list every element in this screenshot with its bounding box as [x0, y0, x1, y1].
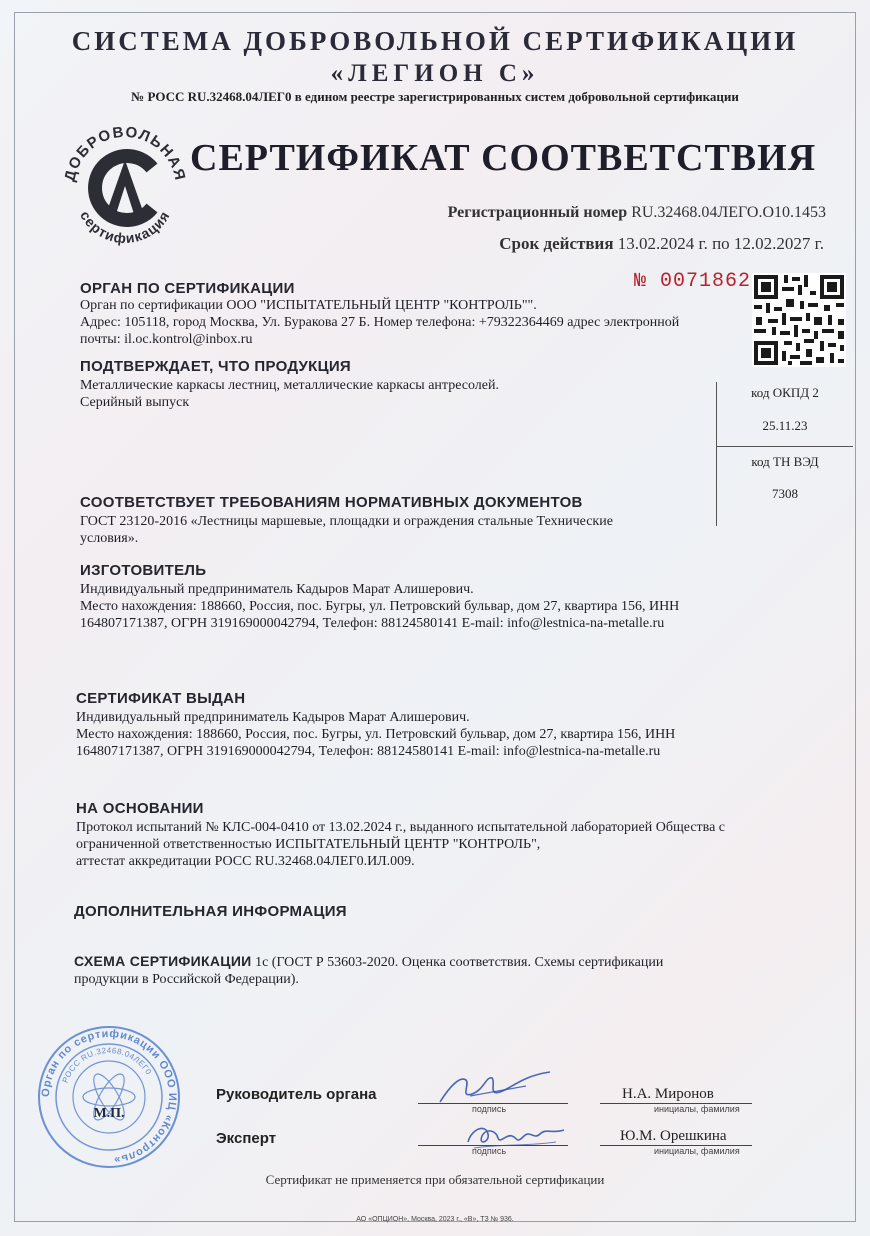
logo-arc-top: ДОБРОВОЛЬНАЯ: [61, 123, 189, 184]
basis-text: [76, 819, 796, 870]
scheme-line-2: продукции в Российской Федерации).: [74, 972, 299, 987]
issued-line-3: 164807171387, ОГРН 319169000042794, Телефон: 88124580141 E-mail: info@lestnica-na-metalle.ru: [76, 744, 661, 759]
manufacturer-line-2: Место нахождения: 188660, Россия, пос. Бугры, ул. Петровский бульвар, дом 27, квартира 156, ИНН: [80, 599, 680, 614]
norms-heading: СООТВЕТСТВУЕТ ТРЕБОВАНИЯМ НОРМАТИВНЫХ ДОКУМЕНТОВ: [80, 494, 583, 511]
scheme-label: СХЕМА СЕРТИФИКАЦИИ: [74, 953, 252, 969]
expert-role: Эксперт: [216, 1130, 277, 1147]
manufacturer-line-1: Индивидуальный предприниматель Кадыров Марат Алишерович.: [80, 582, 474, 597]
organ-line-1: Орган по сертификации ООО "ИСПЫТАТЕЛЬНЫЙ ЦЕНТР "КОНТРОЛЬ"".: [80, 298, 537, 313]
scheme-line-1-text: 1с (ГОСТ Р 53603-2020. Оценка соответствия. Схемы сертификации: [255, 955, 664, 970]
norms-line-2: условия».: [80, 531, 139, 546]
product-text: [80, 377, 700, 411]
product-heading: ПОДТВЕРЖДАЕТ, ЧТО ПРОДУКЦИЯ: [80, 358, 352, 375]
issued-line-2: Место нахождения: 188660, Россия, пос. Бугры, ул. Петровский бульвар, дом 27, квартира 156, ИНН: [76, 727, 676, 742]
norms-line-1: ГОСТ 23120-2016 «Лестницы маршевые, площадки и ограждения стальные Технические: [80, 514, 613, 529]
expert-signature: [460, 1114, 570, 1154]
okpd-label: код ОКПД 2: [751, 385, 819, 400]
basis-line-1: Протокол испытаний № КЛС-004-0410 от 13.02.2024 г., выданного испытательной лабораторией Общества с: [76, 820, 726, 835]
tnved-label: код ТН ВЭД: [751, 454, 819, 469]
scheme-line-1: [74, 953, 734, 971]
organ-text: [80, 297, 720, 348]
expert-name: Ю.М. Орешкина: [620, 1128, 727, 1144]
product-line-2: Серийный выпуск: [80, 395, 190, 410]
validity-value: 13.02.2024 г. по 12.02.2027 г.: [617, 234, 824, 253]
qr-code: [752, 273, 846, 367]
organ-line-2: Адрес: 105118, город Москва, Ул. Буракова 27 Б. Номер телефона: +79322364469 адрес электронной: [80, 315, 680, 330]
stamp-center: М.П.: [93, 1106, 125, 1121]
scheme-text: [74, 953, 734, 988]
stamp-outer-text: Орган по сертификации ООО ИЦ «Контроль»: [39, 1027, 179, 1166]
registration-number: [448, 204, 826, 222]
issued-text: [76, 709, 776, 760]
head-signature-caption: подпись: [472, 1104, 507, 1114]
footer-note: Сертификат не применяется при обязательной сертификации: [265, 1172, 605, 1187]
system-name: «ЛЕГИОН С»: [330, 60, 540, 87]
head-role: Руководитель органа: [216, 1086, 377, 1103]
head-name-caption: инициалы, фамилия: [654, 1104, 740, 1114]
organ-stamp: [36, 1024, 182, 1170]
manufacturer-line-3: 164807171387, ОГРН 319169000042794, Телефон: 88124580141 E-mail: info@lestnica-na-metalle.ru: [80, 616, 665, 631]
codes-box: [716, 382, 853, 526]
stamp-inner-text: РОСС RU.32468.04ЛЕГ0: [60, 1045, 154, 1085]
norms-text: [80, 513, 720, 547]
basis-line-3: аттестат аккредитации РОСС RU.32468.04ЛЕГ0.ИЛ.009.: [76, 854, 415, 869]
expert-signature-caption: подпись: [472, 1146, 507, 1156]
manufacturer-heading: ИЗГОТОВИТЕЛЬ: [80, 562, 207, 579]
document-title: СЕРТИФИКАТ СООТВЕТСТВИЯ: [190, 137, 817, 179]
issued-line-1: Индивидуальный предприниматель Кадыров Марат Алишерович.: [76, 710, 470, 725]
product-line-1: Металлические каркасы лестниц, металлические каркасы антресолей.: [80, 378, 499, 393]
basis-heading: НА ОСНОВАНИИ: [76, 800, 204, 817]
additional-heading: ДОПОЛНИТЕЛЬНАЯ ИНФОРМАЦИЯ: [74, 903, 347, 920]
validity-period: [499, 234, 824, 254]
registration-label: Регистрационный номер: [447, 204, 628, 221]
printer-imprint: АО «ОПЦИОН», Москва, 2023 г., «В», ТЗ № 936.: [356, 1216, 514, 1223]
system-title: СИСТЕМА ДОБРОВОЛЬНОЙ СЕРТИФИКАЦИИ: [71, 26, 799, 56]
manufacturer-text: [80, 581, 780, 632]
validity-label: Срок действия: [499, 234, 614, 253]
expert-name-caption: инициалы, фамилия: [654, 1146, 740, 1156]
head-name: Н.А. Миронов: [622, 1086, 714, 1102]
logo-arc-bottom: сертификация: [77, 207, 173, 247]
okpd-value: 25.11.23: [762, 418, 808, 433]
organ-line-3: почты: il.oc.kontrol@inbox.ru: [80, 332, 253, 347]
codes-divider: [717, 446, 853, 447]
issued-heading: СЕРТИФИКАТ ВЫДАН: [76, 690, 246, 707]
organ-heading: ОРГАН ПО СЕРТИФИКАЦИИ: [80, 280, 295, 297]
basis-line-2: ограниченной ответственностью ИСПЫТАТЕЛЬНЫЙ ЦЕНТР "КОНТРОЛЬ",: [76, 837, 541, 852]
registry-line: № РОСС RU.32468.04ЛЕГ0 в едином реестре зарегистрированных систем добровольной сертификации: [131, 89, 739, 104]
serial-number: № 0071862: [634, 270, 752, 293]
certification-logo: [60, 120, 190, 250]
registration-value: RU.32468.04ЛЕГО.О10.1453: [631, 204, 826, 221]
tnved-value: 7308: [772, 486, 798, 501]
head-signature: [430, 1066, 560, 1110]
